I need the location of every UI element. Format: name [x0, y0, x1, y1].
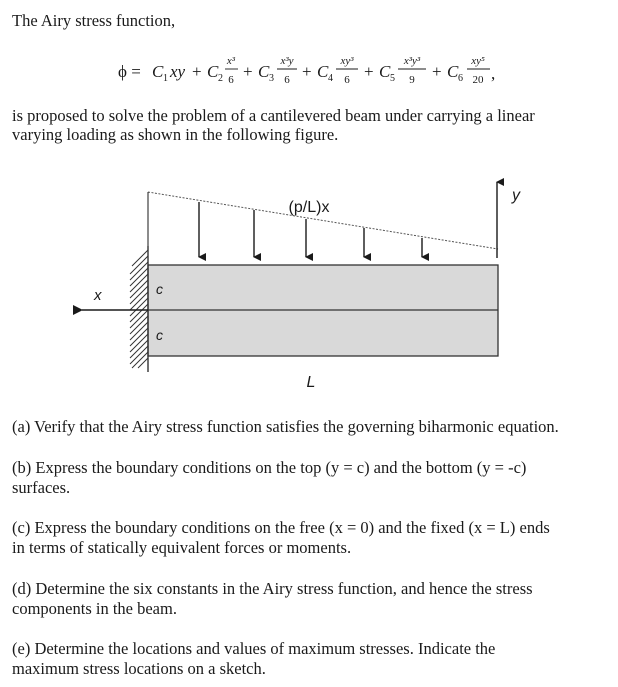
question-b-line-2: surfaces.: [12, 478, 71, 497]
question-e-line-2: maximum stress locations on a sketch.: [12, 659, 266, 678]
plus-sign: +: [243, 62, 253, 81]
equation-term-5: [379, 55, 426, 86]
svg-text:4: 4: [328, 73, 333, 84]
svg-text:9: 9: [409, 74, 415, 86]
svg-text:xy⁵: xy⁵: [471, 55, 485, 67]
svg-text:x³y: x³y: [280, 55, 294, 67]
svg-text:20: 20: [472, 74, 484, 86]
svg-text:C: C: [152, 62, 164, 81]
svg-text:6: 6: [284, 74, 290, 86]
plus-sign: +: [364, 62, 374, 81]
equation-trailing-comma: ,: [491, 64, 496, 83]
equation-term-4: [317, 55, 358, 86]
question-d-line-2: components in the beam.: [12, 599, 177, 618]
svg-text:C: C: [207, 62, 219, 81]
question-b-line-1: (b) Express the boundary conditions on the top (y = c) and the bottom (y = -c): [12, 458, 527, 477]
c-upper-label: c: [156, 281, 163, 297]
equation-lhs: ϕ =: [118, 62, 141, 81]
svg-text:xy³: xy³: [340, 55, 354, 67]
svg-text:C: C: [447, 62, 459, 81]
svg-text:3: 3: [269, 73, 274, 84]
question-d-line-1: (d) Determine the six constants in the Airy stress function, and hence the stress: [12, 579, 533, 598]
question-c-line-1: (c) Express the boundary conditions on the free (x = 0) and the fixed (x = L) ends: [12, 518, 550, 537]
svg-text:6: 6: [344, 74, 350, 86]
c-lower-label: c: [156, 327, 163, 343]
paragraph-line-2: varying loading as shown in the following figure.: [12, 125, 339, 144]
svg-text:x³: x³: [226, 55, 236, 67]
svg-text:6: 6: [228, 74, 234, 86]
y-axis-label: y: [512, 187, 520, 204]
svg-text:6: 6: [458, 73, 463, 84]
cantilever-beam-figure: [60, 172, 550, 402]
svg-text:1: 1: [163, 73, 168, 84]
plus-sign: +: [432, 62, 442, 81]
equation-term-3: [258, 55, 297, 86]
svg-text:C: C: [258, 62, 270, 81]
svg-text:xy: xy: [170, 62, 186, 81]
plus-sign: +: [192, 62, 202, 81]
svg-text:x³y³: x³y³: [403, 55, 421, 67]
question-c-line-2: in terms of statically equivalent forces or moments.: [12, 538, 352, 557]
equation-term-2: [207, 55, 238, 86]
svg-text:C: C: [317, 62, 329, 81]
question-a-line-1: (a) Verify that the Airy stress function satisfies the governing biharmonic equation.: [12, 417, 559, 436]
intro-text: The Airy stress function,: [12, 11, 176, 30]
airy-stress-equation: [0, 48, 618, 92]
svg-text:C: C: [379, 62, 391, 81]
load-label: (p/L)x: [288, 199, 330, 216]
equation-term-6: [447, 55, 490, 86]
equation-term-1: [152, 62, 186, 84]
length-label: L: [306, 374, 316, 391]
question-e-line-1: (e) Determine the locations and values of maximum stresses. Indicate the: [12, 639, 496, 658]
paragraph-line-1: is proposed to solve the problem of a cantilevered beam under carrying a linear: [12, 106, 535, 125]
fixed-support-hatching: [130, 246, 148, 372]
plus-sign: +: [302, 62, 312, 81]
svg-text:2: 2: [218, 73, 223, 84]
x-axis-label: x: [94, 287, 102, 304]
svg-text:5: 5: [390, 73, 395, 84]
